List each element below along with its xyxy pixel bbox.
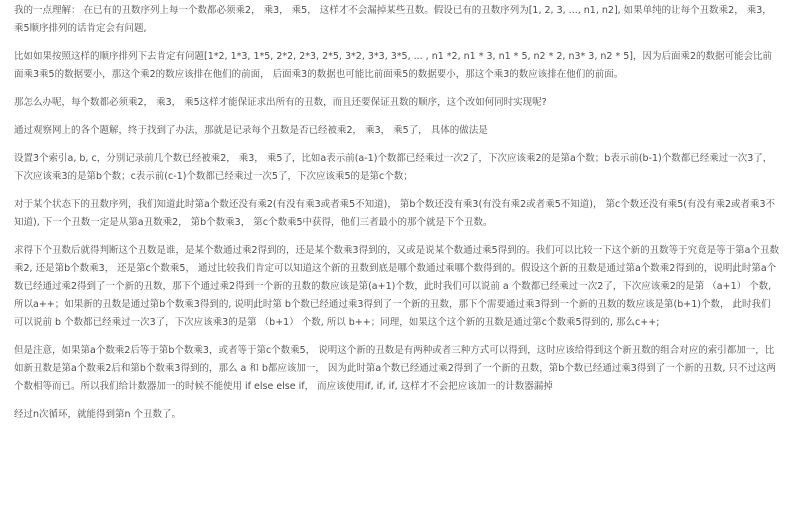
paragraph-caution: 但是注意，如果第a个数乘2后等于第b个数乘3，或者等于第c个数乘5， 说明这个新的丑数是有两种或者三种方式可以得到，这时应该给得到这个新丑数的组合对应的索引都加一，比如新丑数是第a个数乘2后和第b个数乘3得到的，那么 a 和 b都应该加一， 因为此时第a个数已经通过乘2得到了一个新的丑数，第b个数已经通过乘3得到了一个新的丑数, 只不过这两个数相等而已。所以我们给计数器加一的时候不能使用 if else else if， 而应该使用if, if, if, 这样才不会把应该加一的计数器漏掉: [14, 345, 776, 392]
paragraph-indices: 设置3个索引a, b, c，分别记录前几个数已经被乘2， 乘3， 乘5了，比如a表示前(a-1)个数都已经乘过一次2了，下次应该乘2的是第a个数；b表示前(b-1)个数都已经乘过一次3了，下次应该乘3的是第b个数；c表示前(c-1)个数都已经乘过一次5了，下次应该乘5的是第c个数；: [14, 153, 773, 182]
paragraph-conclusion: 经过n次循环，就能得到第n 个丑数了。: [14, 409, 182, 420]
paragraph-intro: 我的一点理解： 在已有的丑数序列上每一个数都必须乘2， 乘3， 乘5， 这样才不会漏掉某些丑数。假设已有的丑数序列为[1, 2, 3, ..., n1, n2], 如果单纯的让每个丑数乘2， 乘3， 乘5顺序排列的话肯定会有问题,: [14, 5, 772, 34]
paragraph-example: 比如如果按照这样的顺序排列下去肯定有问题[1*2, 1*3, 1*5, 2*2, 2*3, 2*5, 3*2, 3*3, 3*5, ... , n1 *2, n1 * 3, n1 * 5, n2 * 2, n3* 3, n2 * 5]，因为后面乘2的数据可能会比前面乘3乘5的数据要小，那这个乘2的数应该排在他们的前面， 后面乘3的数据也可能比前面乘5的数据要小，那这个乘3的数应该排在他们的前面。: [14, 51, 773, 80]
paragraph-question: 那怎么办呢，每个数都必须乘2， 乘3， 乘5这样才能保证求出所有的丑数，而且还要保证丑数的顺序，这个改如何同时实现呢?: [14, 97, 547, 108]
paragraph-next-ugly: 对于某个状态下的丑数序列，我们知道此时第a个数还没有乘2(有没有乘3或者乘5不知道)， 第b个数还没有乘3(有没有乘2或者乘5不知道)， 第c个数还没有乘5(有没有乘2或者乘3不知道), 下一个丑数一定是从第a丑数乘2， 第b个数乘3， 第c个数乘5中获得，他们三者最小的那个就是下个丑数。: [14, 199, 776, 228]
paragraph-increment: 求得下个丑数后就得判断这个丑数是谁，是某个数通过乘2得到的，还是某个数乘3得到的，又或是说某个数通过乘5得到的。我们可以比较一下这个新的丑数等于究竟是等于第a个丑数乘2, 还是第b个数乘3， 还是第c个数乘5， 通过比较我们肯定可以知道这个新的丑数到底是哪个数通过乘哪个数得到的。假设这个新的丑数是通过第a个数乘2得到的，说明此时第a个数已经通过乘2得到了一个新的丑数，那下个通过乘2得到一个新的丑数的数应该是第(a+1)个数，此时我们可以说前 a 个数都已经乘过一次2了，下次应该乘2的是第 （a+1） 个数, 所以a++；如果新的丑数是通过第b个数乘3得到的, 说明此时第 b个数已经通过乘3得到了一个新的丑数，那下个需要通过乘3得到一个新的丑数的数应该是第(b+1)个数， 此时我们可以说前 b 个数都已经乘过一次3了，下次应该乘3的是第 （b+1） 个数, 所以 b++；同理，如果这个这个新的丑数是通过第c个数乘5得到的, 那么c++;: [14, 245, 779, 328]
paragraph-method-intro: 通过观察网上的各个题解，终于找到了办法，那就是记录每个丑数是否已经被乘2， 乘3， 乘5了， 具体的做法是: [14, 125, 488, 136]
